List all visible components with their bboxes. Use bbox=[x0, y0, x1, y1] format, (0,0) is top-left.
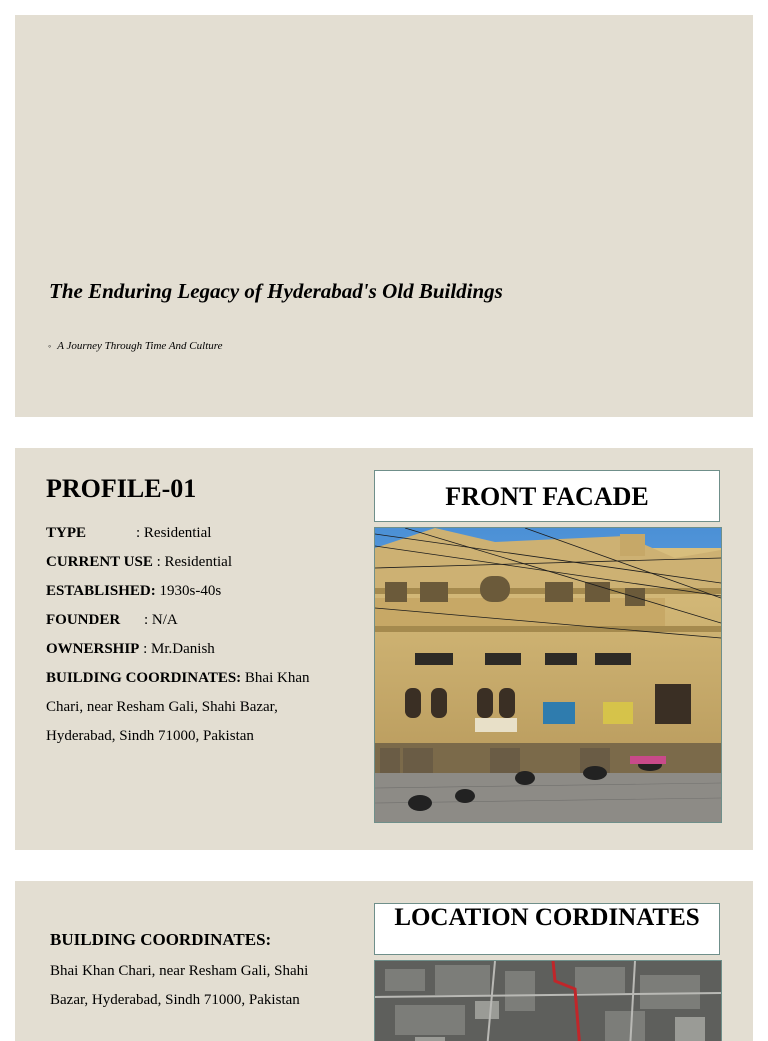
title-slide bbox=[15, 15, 753, 417]
map-illustration bbox=[375, 961, 721, 1041]
location-heading: LOCATION CORDINATES bbox=[374, 903, 720, 955]
current-use-value: : Residential bbox=[156, 554, 232, 570]
established-row bbox=[46, 577, 346, 606]
founder-value: : N/A bbox=[144, 612, 178, 628]
current-use-label: CURRENT USE bbox=[46, 554, 153, 570]
founder-row bbox=[46, 606, 346, 635]
building-illustration bbox=[375, 528, 721, 822]
location-coordinates-value: Bhai Khan Chari, near Resham Gali, Shahi Bazar, Hyderabad, Sindh 71000, Pakistan bbox=[50, 963, 309, 1008]
current-use-row bbox=[46, 548, 346, 577]
front-facade-heading: FRONT FACADE bbox=[374, 470, 720, 522]
ownership-row bbox=[46, 635, 346, 664]
type-row bbox=[46, 519, 346, 548]
type-value: : Residential bbox=[136, 525, 212, 541]
satellite-map bbox=[374, 960, 722, 1041]
ownership-value: : Mr.Danish bbox=[143, 641, 215, 657]
location-coordinates-label: BUILDING COORDINATES: bbox=[50, 930, 272, 949]
bullet-icon: ◦ bbox=[48, 341, 52, 351]
founder-label: FOUNDER bbox=[46, 612, 121, 628]
type-label: TYPE bbox=[46, 525, 87, 541]
presentation-subtitle bbox=[48, 340, 223, 352]
profile-slide bbox=[15, 448, 753, 850]
coordinates-value: Bhai Khan Chari, near Resham Gali, Shahi Bazar, Hyderabad, Sindh 71000, Pakistan bbox=[46, 670, 310, 744]
ownership-label: OWNERSHIP bbox=[46, 641, 140, 657]
presentation-title: The Enduring Legacy of Hyderabad's Old Buildings bbox=[49, 279, 503, 303]
front-facade-photo bbox=[374, 527, 722, 823]
profile-info bbox=[46, 519, 346, 751]
subtitle-text: A Journey Through Time And Culture bbox=[57, 340, 223, 352]
profile-heading: PROFILE-01 bbox=[46, 474, 197, 503]
coordinates-label: BUILDING COORDINATES: bbox=[46, 670, 242, 686]
established-value: 1930s-40s bbox=[159, 583, 222, 599]
coordinates-row bbox=[46, 664, 346, 751]
established-label: ESTABLISHED: bbox=[46, 583, 156, 599]
location-slide bbox=[15, 881, 753, 1041]
